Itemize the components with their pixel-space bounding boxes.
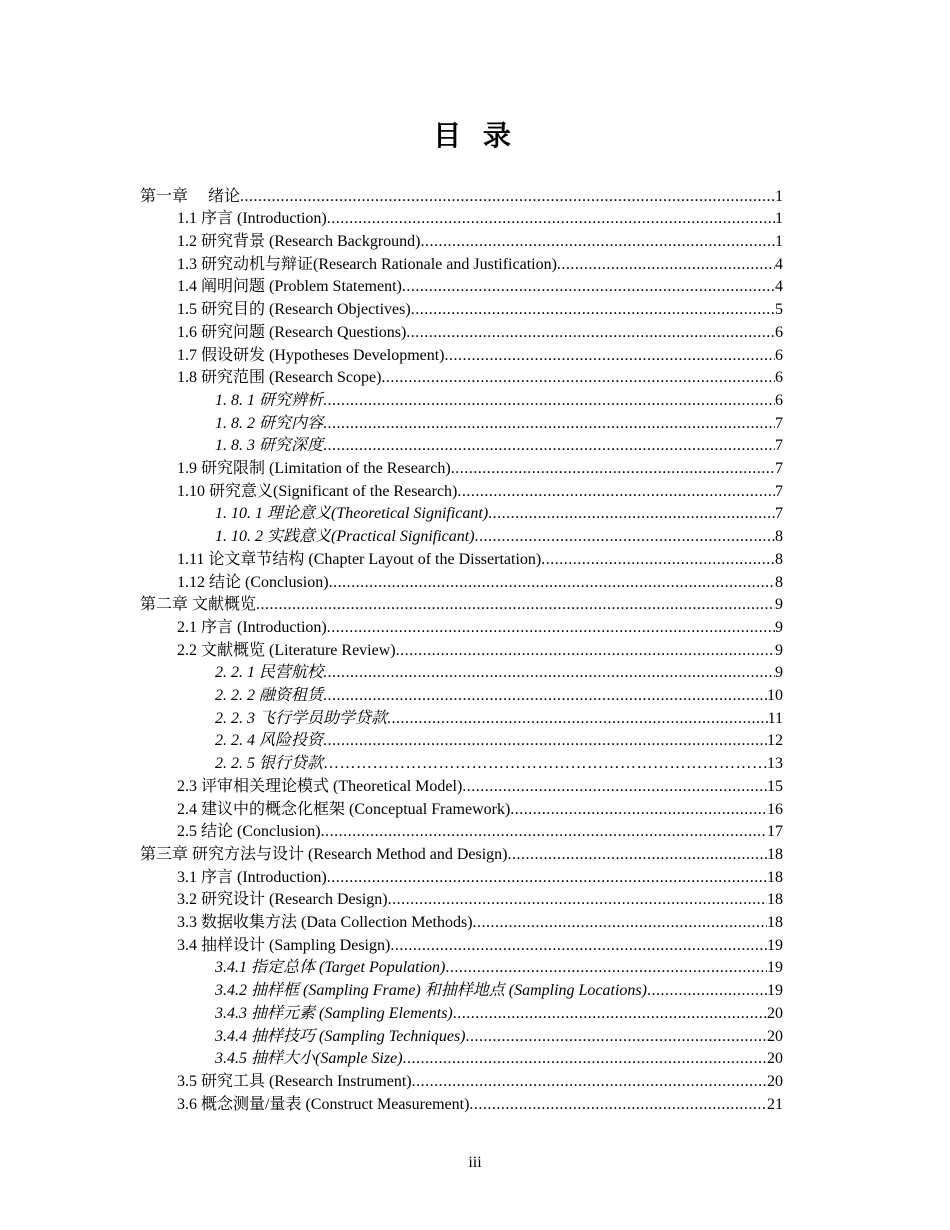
toc-entry-page: 7 [775, 414, 783, 432]
toc-entry-title: 2. 2. 4 风险投资 [215, 732, 324, 750]
toc-entry-page: 9 [775, 641, 783, 659]
toc-entry-title: 2.1 序言 (Introduction) [177, 618, 327, 636]
toc-entry-page: 5 [775, 301, 783, 319]
toc-entry-page: 8 [775, 573, 783, 591]
toc-entry-page: 18 [767, 891, 783, 909]
toc-leader-dots [323, 754, 767, 774]
toc-entry-title: 3.4.1 指定总体 (Target Population) [215, 959, 446, 977]
toc-subsection-entry[interactable] [215, 729, 783, 752]
toc-section-entry[interactable] [177, 888, 783, 911]
toc-entry-title: 2. 2. 3 飞行学员助学贷款 [215, 709, 388, 727]
toc-entry-page: 6 [775, 369, 783, 387]
toc-entry-page: 7 [775, 505, 783, 523]
toc-subsection-entry[interactable] [215, 1024, 783, 1047]
toc-subsection-entry[interactable] [215, 388, 783, 411]
toc-leader-dots [402, 277, 775, 297]
page-number: iii [468, 1154, 482, 1171]
toc-entry-title: 1.6 研究问题 (Research Questions) [177, 323, 407, 341]
toc-entry-page: 18 [767, 845, 783, 863]
toc-entry-page: 7 [775, 482, 783, 500]
toc-entry-title: 1.2 研究背景 (Research Background) [177, 233, 421, 251]
toc-section-entry[interactable] [177, 275, 783, 298]
toc-chapter-entry[interactable] [140, 842, 783, 865]
toc-entry-page: 8 [775, 528, 783, 546]
toc-entry-title: 1.10 研究意义(Significant of the Research) [177, 482, 458, 500]
toc-chapter-entry[interactable] [140, 184, 783, 207]
toc-leader-dots [445, 958, 767, 978]
toc-entry-title: 3.4.3 抽样元素 (Sampling Elements) [215, 1004, 453, 1022]
toc-leader-dots [469, 1095, 767, 1115]
toc-entry-title: 3.3 数据收集方法 (Data Collection Methods) [177, 914, 473, 932]
toc-section-entry[interactable] [177, 207, 783, 230]
toc-entry-page: 15 [767, 777, 783, 795]
toc-entry-title: 1.12 结论 (Conclusion) [177, 573, 329, 591]
toc-subsection-entry[interactable] [215, 979, 783, 1002]
toc-leader-dots [541, 550, 775, 570]
toc-entry-page: 7 [775, 460, 783, 478]
toc-leader-dots [557, 255, 775, 275]
toc-section-entry[interactable] [177, 252, 783, 275]
toc-entry-page: 21 [767, 1095, 783, 1113]
toc-leader-dots [462, 777, 767, 797]
toc-entry-title: 1.5 研究目的 (Research Objectives) [177, 301, 411, 319]
toc-entry-page: 11 [767, 709, 783, 727]
toc-entry-title: 2. 2. 5 银行贷款 [215, 755, 324, 773]
toc-leader-dots [390, 936, 767, 956]
toc-entry-page: 18 [767, 868, 783, 886]
toc-leader-dots [453, 1004, 767, 1024]
toc-entry-title: 1. 8. 3 研究深度 [215, 437, 324, 455]
toc-entry-title: 1. 10. 2 实践意义(Practical Significant) [215, 528, 475, 546]
toc-section-entry[interactable] [177, 570, 783, 593]
toc-entry-page: 6 [775, 346, 783, 364]
toc-entry-title: 第三章 研究方法与设计 (Research Method and Design) [140, 845, 508, 863]
toc-leader-dots [475, 527, 775, 547]
toc-leader-dots [327, 868, 767, 888]
toc-entry-title: 1. 8. 2 研究内容 [215, 414, 324, 432]
toc-subsection-entry[interactable] [215, 1001, 783, 1024]
toc-leader-dots [240, 187, 775, 207]
toc-leader-dots [473, 913, 767, 933]
toc-subsection-entry[interactable] [215, 683, 783, 706]
toc-subsection-entry[interactable] [215, 411, 783, 434]
toc-subsection-entry[interactable] [215, 1047, 783, 1070]
toc-section-entry[interactable] [177, 1092, 783, 1115]
toc-leader-dots [323, 686, 767, 706]
toc-entry-title: 2.4 建议中的概念化框架 (Conceptual Framework) [177, 800, 511, 818]
toc-entry-title: 第一章 绪论 [140, 187, 241, 205]
toc-leader-dots [329, 573, 775, 593]
toc-leader-dots [323, 414, 775, 434]
toc-leader-dots [323, 436, 775, 456]
toc-leader-dots [508, 845, 768, 865]
toc-section-entry[interactable] [177, 933, 783, 956]
toc-entry-page: 7 [775, 437, 783, 455]
toc-entry-title: 1. 10. 1 理论意义(Theoretical Significant) [215, 505, 489, 523]
toc-subsection-entry[interactable] [215, 706, 783, 729]
toc-leader-dots [412, 1072, 767, 1092]
toc-section-entry[interactable] [177, 820, 783, 843]
toc-entry-page: 8 [775, 550, 783, 568]
toc-entry-title: 3.4.2 抽样框 (Sampling Frame) 和抽样地点 (Sampling Locations) [215, 982, 647, 1000]
toc-leader-dots [451, 459, 775, 479]
toc-section-entry[interactable] [177, 638, 783, 661]
toc-section-entry[interactable] [177, 910, 783, 933]
toc-entry-page: 13 [767, 755, 783, 773]
toc-subsection-entry[interactable] [215, 956, 783, 979]
toc-entry-page: 19 [767, 936, 783, 954]
toc-entry-page: 17 [767, 823, 783, 841]
toc-leader-dots [445, 346, 775, 366]
toc-entry-page: 9 [775, 664, 783, 682]
toc-entry-title: 1. 8. 1 研究辨析 [215, 391, 324, 409]
toc-entry-title: 2.5 结论 (Conclusion) [177, 823, 321, 841]
toc-leader-dots [256, 595, 775, 615]
toc-entry-title: 3.4.4 抽样技巧 (Sampling Techniques) [215, 1027, 466, 1045]
toc-entry-page: 9 [775, 618, 783, 636]
toc-section-entry[interactable] [177, 547, 783, 570]
toc-entry-title: 3.5 研究工具 (Research Instrument) [177, 1072, 412, 1090]
toc-leader-dots [323, 731, 767, 751]
toc-section-entry[interactable] [177, 366, 783, 389]
toc-entry-page: 12 [767, 732, 783, 750]
toc-section-entry[interactable] [177, 456, 783, 479]
toc-leader-dots [488, 504, 775, 524]
toc-entry-title: 3.6 概念测量/量表 (Construct Measurement) [177, 1095, 470, 1113]
toc-entry-page: 16 [767, 800, 783, 818]
toc-entry-title: 1.3 研究动机与辩证(Research Rationale and Justification) [177, 255, 557, 273]
toc-leader-dots [406, 323, 775, 343]
toc-subsection-entry[interactable] [215, 661, 783, 684]
toc-section-entry[interactable] [177, 298, 783, 321]
toc-subsection-entry[interactable] [215, 525, 783, 548]
toc-leader-dots [466, 1027, 767, 1047]
toc-subsection-entry[interactable] [215, 502, 783, 525]
toc-entry-title: 3.2 研究设计 (Research Design) [177, 891, 388, 909]
toc-leader-dots [387, 709, 768, 729]
toc-section-entry[interactable] [177, 774, 783, 797]
toc-leader-dots [647, 981, 767, 1001]
toc-entry-page: 20 [767, 1004, 783, 1022]
toc-entry-page: 6 [775, 323, 783, 341]
toc-entry-page: 20 [767, 1027, 783, 1045]
toc-entry-page: 10 [767, 687, 783, 705]
toc-entry-title: 1.8 研究范围 (Research Scope) [177, 369, 382, 387]
toc-entry-page: 1 [775, 210, 783, 228]
toc-entry-title: 第二章 文献概览 [140, 596, 257, 614]
toc-entry-title: 1.11 论文章节结构 (Chapter Layout of the Dissertation) [177, 550, 542, 568]
toc-section-entry[interactable] [177, 865, 783, 888]
toc-section-entry[interactable] [177, 320, 783, 343]
toc-title: 目 录 [433, 119, 517, 152]
toc-section-entry[interactable] [177, 343, 783, 366]
toc-entry-title: 3.4.5 抽样大小(Sample Size) [215, 1050, 403, 1068]
toc-leader-dots [381, 368, 775, 388]
toc-section-entry[interactable] [177, 797, 783, 820]
toc-leader-dots [510, 800, 767, 820]
toc-entry-page: 6 [775, 391, 783, 409]
toc-leader-dots [396, 641, 775, 661]
toc-section-entry[interactable] [177, 479, 783, 502]
toc-entry-title: 3.1 序言 (Introduction) [177, 868, 327, 886]
toc-leader-dots [388, 890, 767, 910]
toc-subsection-entry[interactable] [215, 434, 783, 457]
toc-entry-page: 18 [767, 914, 783, 932]
toc-entry-page: 1 [775, 187, 783, 205]
toc-entry-title: 2. 2. 1 民营航校 [215, 664, 324, 682]
toc-entry-title: 1.9 研究限制 (Limitation of the Research) [177, 460, 451, 478]
toc-leader-dots [321, 822, 767, 842]
toc-leader-dots [457, 482, 775, 502]
toc-leader-dots [421, 232, 776, 252]
toc-entry-title: 1.7 假设研发 (Hypotheses Development) [177, 346, 445, 364]
toc-leader-dots [327, 618, 775, 638]
toc-section-entry[interactable] [177, 229, 783, 252]
toc-entry-page: 19 [767, 982, 783, 1000]
toc-entry-title: 2.3 评审相关理论模式 (Theoretical Model) [177, 777, 463, 795]
toc-section-entry[interactable] [177, 1069, 783, 1092]
toc-chapter-entry[interactable] [140, 593, 783, 616]
toc-entry-page: 20 [767, 1050, 783, 1068]
toc-entry-title: 2. 2. 2 融资租赁 [215, 687, 324, 705]
toc-leader-dots [323, 391, 775, 411]
toc-entry-page: 9 [775, 596, 783, 614]
toc-entry-title: 1.1 序言 (Introduction) [177, 210, 327, 228]
toc-entry-title: 1.4 阐明问题 (Problem Statement) [177, 278, 402, 296]
toc-subsection-entry[interactable] [215, 752, 783, 775]
toc-entry-page: 4 [775, 278, 783, 296]
toc-leader-dots [411, 300, 775, 320]
toc-entry-title: 3.4 抽样设计 (Sampling Design) [177, 936, 391, 954]
toc-entry-page: 19 [767, 959, 783, 977]
toc-section-entry[interactable] [177, 615, 783, 638]
toc-entry-page: 1 [775, 233, 783, 251]
toc-entry-page: 4 [775, 255, 783, 273]
toc-entry-title: 2.2 文献概览 (Literature Review) [177, 641, 396, 659]
toc-entry-page: 20 [767, 1072, 783, 1090]
toc-leader-dots [323, 663, 775, 683]
toc-leader-dots [403, 1049, 767, 1069]
toc-leader-dots [327, 209, 775, 229]
